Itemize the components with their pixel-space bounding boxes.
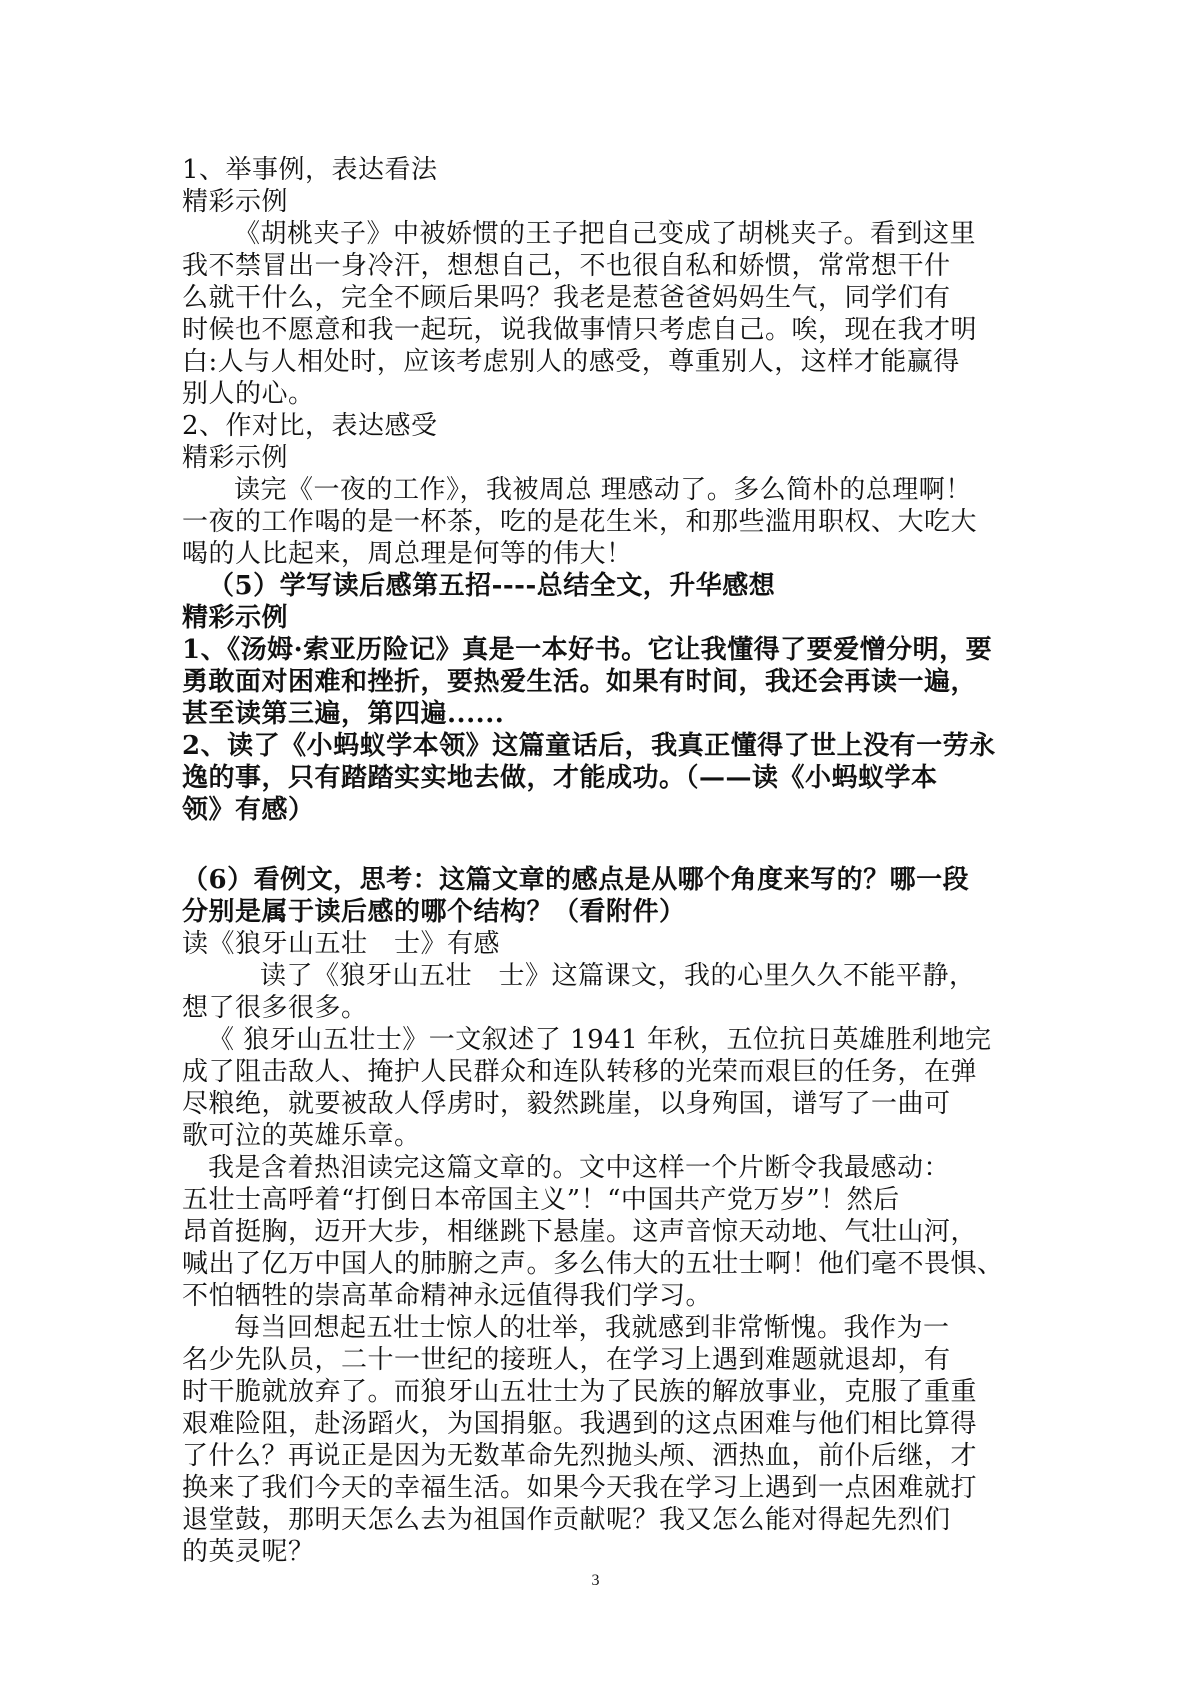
paragraph-line: 读完《一夜的工作》，我被周总 理感动了。多么简朴的总理啊！ bbox=[234, 475, 972, 505]
paragraph-line: 白:人与人相处时，应该考虑别人的感受，尊重别人，这样才能赢得 bbox=[182, 347, 960, 377]
essay-line: 的英灵呢？ bbox=[182, 1537, 315, 1567]
essay-line: 喊出了亿万中国人的肺腑之声。多么伟大的五壮士啊！他们毫不畏惧、 bbox=[182, 1249, 1004, 1279]
essay-line: 成了阻击敌人、掩护人民群众和连队转移的光荣而艰巨的任务，在弹 bbox=[182, 1057, 978, 1087]
essay-line: 《 狼牙山五壮士》一文叙述了 1941 年秋，五位抗日英雄胜利地完 bbox=[208, 1025, 992, 1055]
section5-heading: （5）学写读后感第五招----总结全文，升华感想 bbox=[208, 571, 776, 601]
section6-heading: 分别是属于读后感的哪个结构？（看附件） bbox=[182, 897, 686, 927]
essay-line: 读了《狼牙山五壮 士》这篇课文，我的心里久久不能平静， bbox=[260, 961, 976, 991]
essay-line: 我是含着热泪读完这篇文章的。文中这样一个片断令我最感动： bbox=[208, 1153, 951, 1183]
paragraph-line: 《胡桃夹子》中被娇惯的王子把自己变成了胡桃夹子。看到这里 bbox=[234, 219, 977, 249]
section6-heading: （6）看例文，思考：这篇文章的感点是从哪个角度来写的？哪一段 bbox=[182, 865, 970, 895]
bold-example-line: 逸的事，只有踏踏实实地去做，才能成功。（——读《小蚂蚁学本 bbox=[182, 763, 938, 793]
bold-example-line: 勇敢面对困难和挫折，要热爱生活。如果有时间，我还会再读一遍， bbox=[182, 667, 978, 697]
essay-line: 每当回想起五壮士惊人的壮举，我就感到非常惭愧。我作为一 bbox=[234, 1313, 950, 1343]
essay-line: 了什么？再说正是因为无数革命先烈抛头颅、洒热血，前仆后继，才 bbox=[182, 1441, 978, 1471]
paragraph-line: 别人的心。 bbox=[182, 379, 315, 409]
paragraph-line: 一夜的工作喝的是一杯茶，吃的是花生米，和那些滥用职权、大吃大 bbox=[182, 507, 978, 537]
document-body bbox=[182, 154, 1022, 1568]
paragraph-line: 么就干什么，完全不顾后果吗？我老是惹爸爸妈妈生气，同学们有 bbox=[182, 283, 951, 313]
item2-title: 2、作对比，表达感受 bbox=[182, 411, 438, 441]
example-label: 精彩示例 bbox=[182, 187, 289, 217]
page-number: 3 bbox=[591, 1572, 600, 1589]
essay-title: 读《狼牙山五壮 士》有感 bbox=[182, 929, 501, 959]
essay-line: 换来了我们今天的幸福生活。如果今天我在学习上遇到一点困难就打 bbox=[182, 1473, 978, 1503]
essay-line: 想了很多很多。 bbox=[182, 993, 368, 1023]
essay-line: 不怕牺牲的崇高革命精神永远值得我们学习。 bbox=[182, 1281, 713, 1311]
blank-line bbox=[182, 826, 1022, 858]
essay-line: 尽粮绝，就要被敌人俘虏时，毅然跳崖，以身殉国，谱写了一曲可 bbox=[182, 1089, 951, 1119]
example-label: 精彩示例 bbox=[182, 443, 289, 473]
essay-line: 五壮士高呼着“打倒日本帝国主义”！“中国共产党万岁”！然后 bbox=[182, 1185, 900, 1215]
essay-line: 歌可泣的英雄乐章。 bbox=[182, 1121, 421, 1151]
paragraph-line: 喝的人比起来，周总理是何等的伟大！ bbox=[182, 539, 633, 569]
essay-line: 名少先队员，二十一世纪的接班人，在学习上遇到难题就退却，有 bbox=[182, 1345, 951, 1375]
essay-line: 退堂鼓，那明天怎么去为祖国作贡献呢？我又怎么能对得起先烈们 bbox=[182, 1505, 951, 1535]
paragraph-line: 时候也不愿意和我一起玩，说我做事情只考虑自己。唉，现在我才明 bbox=[182, 315, 978, 345]
essay-line: 昂首挺胸，迈开大步，相继跳下悬崖。这声音惊天动地、气壮山河， bbox=[182, 1217, 978, 1247]
example-label: 精彩示例 bbox=[182, 603, 289, 633]
bold-example-line: 1、《汤姆·索亚历险记》真是一本好书。它让我懂得了要爱憎分明，要 bbox=[182, 635, 993, 665]
bold-example-line: 甚至读第三遍，第四遍...... bbox=[182, 699, 505, 729]
paragraph-line: 我不禁冒出一身冷汗，想想自己，不也很自私和娇惯，常常想干什 bbox=[182, 251, 951, 281]
essay-line: 艰难险阻，赴汤蹈火，为国捐躯。我遇到的这点困难与他们相比算得 bbox=[182, 1409, 978, 1439]
bold-example-line: 领》有感） bbox=[182, 795, 315, 825]
essay-line: 时干脆就放弃了。而狼牙山五壮士为了民族的解放事业，克服了重重 bbox=[182, 1377, 978, 1407]
bold-example-line: 2、读了《小蚂蚁学本领》这篇童话后，我真正懂得了世上没有一劳永 bbox=[182, 731, 996, 761]
item1-title: 1、举事例，表达看法 bbox=[182, 155, 438, 185]
